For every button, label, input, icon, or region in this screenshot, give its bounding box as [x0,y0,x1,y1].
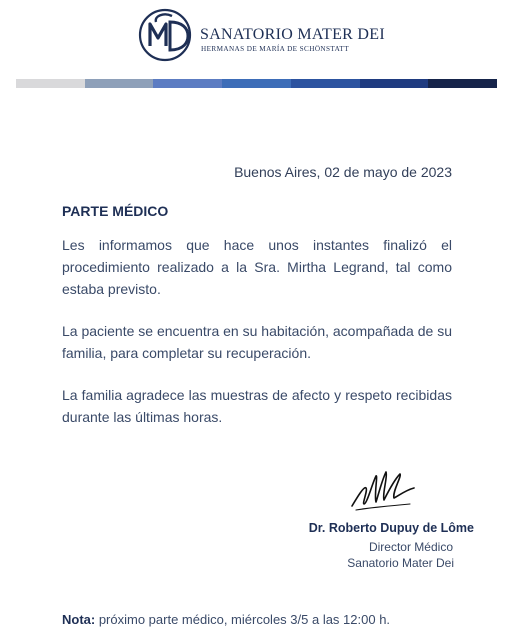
header-logo [136,6,396,64]
signatory-organization: Sanatorio Mater Dei [347,556,454,570]
stripe-segment [153,79,222,88]
stripe-segment [428,79,497,88]
signatory-name: Dr. Roberto Dupuy de Lôme [308,521,474,535]
signatory-role: Director Médico [368,540,453,554]
footer-note [62,612,390,627]
brand-subtitle: HERMANAS DE MARÍA DE SCHÖNSTATT [201,45,349,53]
letter-paragraph: La familia agradece las muestras de afecto y respeto recibidas durante las últimas horas. [62,387,452,425]
letter-date: Buenos Aires, 02 de mayo de 2023 [234,164,452,180]
stripe-segment [85,79,154,88]
letter-paragraph: Les informamos que hace unos instantes finalizó el procedimiento realizado a la Sra. Mirtha Legrand, tal como estaba previsto. [62,237,452,297]
stripe-segment [291,79,360,88]
note-label: Nota: [62,612,96,627]
brand-name: SANATORIO MATER DEI [200,26,385,43]
letter-paragraph: La paciente se encuentra en su habitación, acompañada de su familia, para completar su recuperación. [62,323,452,361]
signature-icon [348,466,418,516]
msd-monogram-icon [136,6,194,64]
stripe-segment [222,79,291,88]
letter-title: PARTE MÉDICO [62,203,169,219]
stripe-segment [16,79,85,88]
note-text: próximo parte médico, miércoles 3/5 a las 12:00 h. [95,612,391,627]
stripe-segment [360,79,429,88]
color-stripe [16,79,497,88]
